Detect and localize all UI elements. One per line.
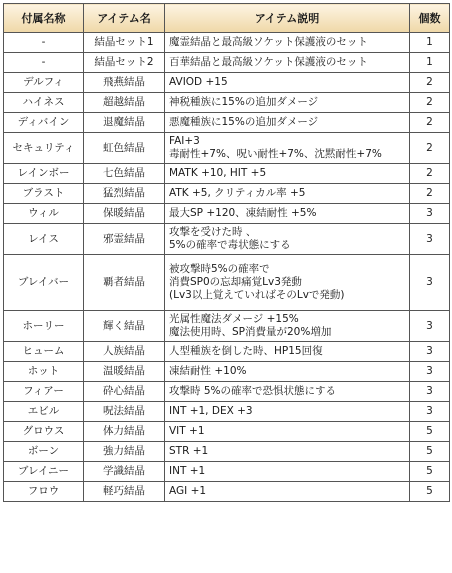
attach-name-cell: フィアー [4,382,84,402]
attach-name-cell: - [4,53,84,73]
description-line: 人型種族を倒した時、HP15回復 [169,345,323,357]
item-description-cell [165,311,410,342]
table-row [4,342,450,362]
attach-name-cell: ブラスト [4,184,84,204]
count-cell: 2 [410,73,450,93]
description-line: 魔霊結晶と最高級ソケット保護液のセット [169,36,368,48]
count-cell: 3 [410,311,450,342]
item-description-cell [165,204,410,224]
description-line: 光属性魔法ダメージ +15% [169,313,299,325]
attach-name-cell: ブレイバー [4,255,84,311]
item-name-cell: 呪法結晶 [84,402,165,422]
item-description-cell [165,33,410,53]
description-line: 神税種族に15%の追加ダメージ [169,96,319,108]
description-line: 被攻撃時5%の確率で [169,263,270,275]
count-cell: 5 [410,442,450,462]
description-line: FAI+3 [169,135,200,147]
item-description-cell [165,342,410,362]
description-line: 5%の確率で毒状態にする [169,239,291,251]
count-cell: 5 [410,482,450,502]
table-row [4,422,450,442]
count-cell: 2 [410,164,450,184]
count-cell: 5 [410,422,450,442]
attach-name-cell: デルフィ [4,73,84,93]
description-line: 最大SP +120、凍結耐性 +5% [169,207,317,219]
table-row [4,482,450,502]
item-name-cell: 猛烈結晶 [84,184,165,204]
description-line: VIT +1 [169,425,205,437]
count-cell: 3 [410,342,450,362]
count-cell: 3 [410,224,450,255]
attach-name-cell: - [4,33,84,53]
count-cell: 1 [410,33,450,53]
count-cell: 2 [410,133,450,164]
item-description-cell [165,482,410,502]
attach-name-cell: ホーリー [4,311,84,342]
count-cell: 3 [410,382,450,402]
item-description-cell [165,184,410,204]
count-cell: 3 [410,255,450,311]
table-row [4,73,450,93]
count-cell: 1 [410,53,450,73]
description-line: 百華結晶と最高級ソケット保護液のセット [169,56,368,68]
item-description-cell [165,224,410,255]
count-cell: 2 [410,184,450,204]
description-line: (Lv3以上覚えていればそのLvで発動) [169,289,345,301]
item-name-cell: 温暖結晶 [84,362,165,382]
description-line: ATK +5, クリティカル率 +5 [169,187,306,199]
table-body [4,33,450,502]
item-name-cell: 砕心結晶 [84,382,165,402]
item-name-cell: 七色結晶 [84,164,165,184]
table-row [4,164,450,184]
item-name-cell: 虹色結晶 [84,133,165,164]
attach-name-cell: レインボー [4,164,84,184]
item-description-cell [165,422,410,442]
table-row [4,184,450,204]
count-cell: 2 [410,113,450,133]
table-row [4,204,450,224]
item-description-cell [165,73,410,93]
table-row [4,311,450,342]
item-description-cell [165,362,410,382]
table-row [4,33,450,53]
header-row [4,4,450,33]
count-cell: 3 [410,362,450,382]
table-row [4,224,450,255]
table-row [4,462,450,482]
item-description-cell [165,255,410,311]
item-description-cell [165,113,410,133]
attach-name-cell: ブレイニー [4,462,84,482]
table-row [4,133,450,164]
item-description-cell [165,442,410,462]
item-name-cell: 退魔結晶 [84,113,165,133]
attach-name-cell: ハイネス [4,93,84,113]
item-name-cell: 強力結晶 [84,442,165,462]
item-description-cell [165,382,410,402]
count-cell: 2 [410,93,450,113]
item-name-cell: 邪霊結晶 [84,224,165,255]
item-name-cell: 結晶セット2 [84,53,165,73]
item-description-cell [165,462,410,482]
description-line: INT +1, DEX +3 [169,405,253,417]
description-line: 悪魔種族に15%の追加ダメージ [169,116,319,128]
description-line: 魔法使用時、SP消費量が20%増加 [169,326,332,338]
description-line: INT +1 [169,465,206,477]
description-line: 消費SP0の忘却痛覚Lv3発動 [169,276,302,288]
header-item-description: アイテム説明 [165,4,410,33]
header-count: 個数 [410,4,450,33]
item-description-cell [165,164,410,184]
item-description-cell [165,53,410,73]
description-line: 攻撃時 5%の確率で恐惧状態にする [169,385,336,397]
description-line: MATK +10, HIT +5 [169,167,267,179]
item-name-cell: 軽巧結晶 [84,482,165,502]
item-name-cell: 飛燕結晶 [84,73,165,93]
item-name-cell: 人族結晶 [84,342,165,362]
attach-name-cell: エビル [4,402,84,422]
attach-name-cell: ボーン [4,442,84,462]
count-cell: 3 [410,204,450,224]
table-row [4,402,450,422]
description-line: 攻撃を受けた時 、 [169,226,257,238]
item-name-cell: 輝く結晶 [84,311,165,342]
item-name-cell: 学識結晶 [84,462,165,482]
item-description-cell [165,93,410,113]
item-description-cell [165,133,410,164]
table-row [4,442,450,462]
table-row [4,362,450,382]
attach-name-cell: グロウス [4,422,84,442]
attach-name-cell: セキュリティ [4,133,84,164]
table-row [4,255,450,311]
attach-name-cell: ホット [4,362,84,382]
table-row [4,53,450,73]
header-attach-name: 付属名称 [4,4,84,33]
item-name-cell: 保暖結晶 [84,204,165,224]
attach-name-cell: ウィル [4,204,84,224]
description-line: 凍結耐性 +10% [169,365,247,377]
table-row [4,382,450,402]
item-table [3,3,450,502]
item-description-cell [165,402,410,422]
item-name-cell: 体力結晶 [84,422,165,442]
count-cell: 5 [410,462,450,482]
description-line: AGI +1 [169,485,207,497]
description-line: AVIOD +15 [169,76,228,88]
attach-name-cell: ディバイン [4,113,84,133]
description-line: STR +1 [169,445,209,457]
attach-name-cell: レイス [4,224,84,255]
item-name-cell: 覇者結晶 [84,255,165,311]
attach-name-cell: ヒューム [4,342,84,362]
attach-name-cell: フロウ [4,482,84,502]
header-item-name: アイテム名 [84,4,165,33]
count-cell: 3 [410,402,450,422]
item-name-cell: 超越結晶 [84,93,165,113]
item-name-cell: 結晶セット1 [84,33,165,53]
table-row [4,93,450,113]
description-line: 毒耐性+7%、呪い耐性+7%、沈黙耐性+7% [169,148,382,160]
table-row [4,113,450,133]
